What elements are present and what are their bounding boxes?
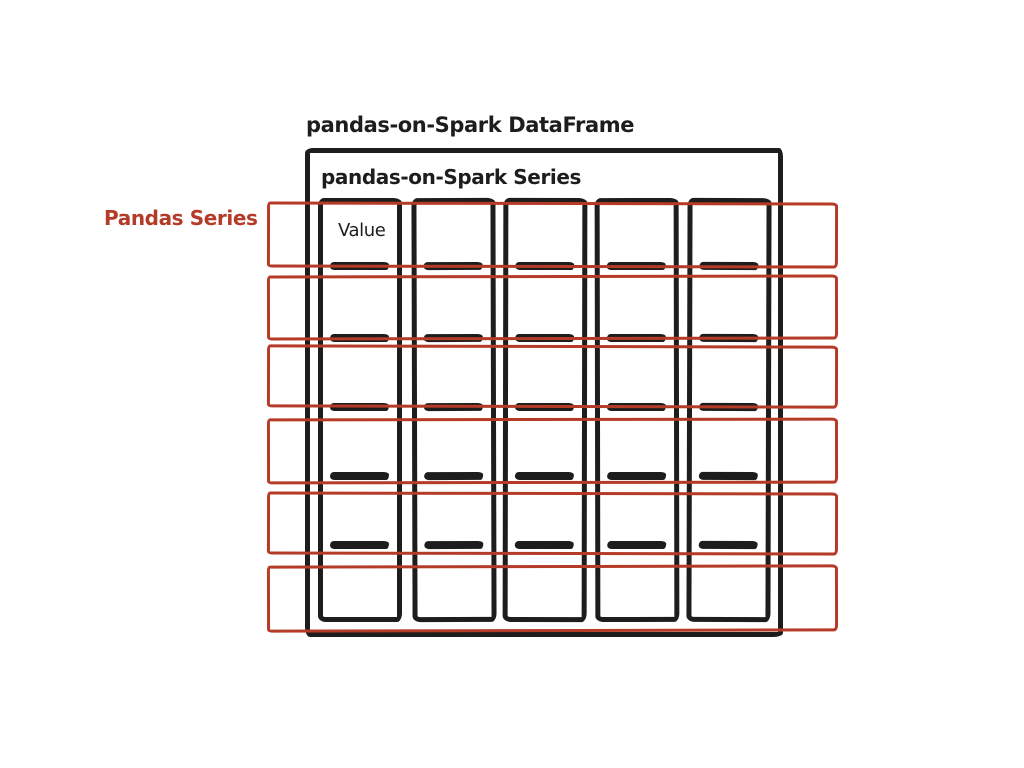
- pandas-series-row: [267, 492, 838, 556]
- value-label: Value: [338, 220, 386, 241]
- pandas-series-row: [267, 418, 838, 485]
- pandas-series-row: [267, 344, 838, 408]
- spark-series-label: pandas-on-Spark Series: [321, 165, 582, 189]
- pandas-series-label: Pandas Series: [104, 206, 258, 230]
- pandas-series-row: [267, 275, 838, 341]
- pandas-series-row: [267, 564, 838, 632]
- dataframe-title-label: pandas-on-Spark DataFrame: [306, 113, 635, 137]
